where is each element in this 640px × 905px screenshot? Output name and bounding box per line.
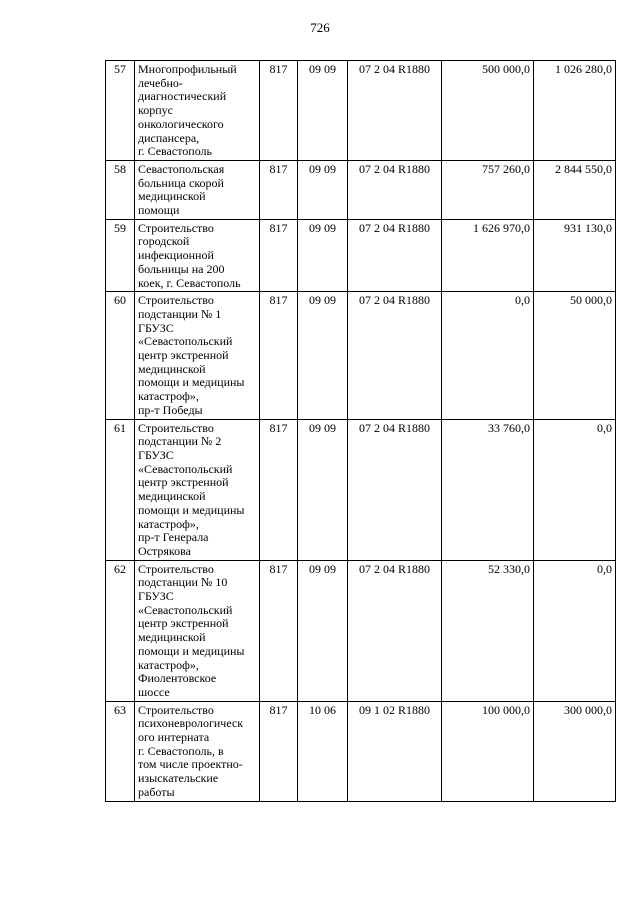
table-row [106,61,616,161]
table-row [106,701,616,801]
object-name: Строительство подстанции № 1 ГБУЗС «Севастопольский центр экстренной медицинской помощи и медицины катастроф», пр-т Победы [135,292,260,419]
amount-year-1: 0,0 [442,292,534,419]
department-code: 817 [260,701,298,801]
target-article-code: 07 2 04 R1880 [348,560,442,701]
table-row [106,160,616,219]
section-code: 09 09 [298,419,348,560]
amount-year-2: 2 844 550,0 [534,160,616,219]
row-number: 60 [106,292,135,419]
section-code: 10 06 [298,701,348,801]
table-row [106,419,616,560]
row-number: 57 [106,61,135,161]
section-code: 09 09 [298,61,348,161]
row-number: 63 [106,701,135,801]
object-name: Строительство подстанции № 2 ГБУЗС «Севастопольский центр экстренной медицинской помощи и медицины катастроф», пр-т Генерала Острякова [135,419,260,560]
amount-year-1: 757 260,0 [442,160,534,219]
target-article-code: 07 2 04 R1880 [348,292,442,419]
target-article-code: 07 2 04 R1880 [348,219,442,292]
section-code: 09 09 [298,219,348,292]
section-code: 09 09 [298,160,348,219]
department-code: 817 [260,419,298,560]
amount-year-1: 52 330,0 [442,560,534,701]
department-code: 817 [260,560,298,701]
department-code: 817 [260,219,298,292]
budget-table-body [106,61,616,802]
object-name: Многопрофильный лечебно- диагностический корпус онкологического диспансера, г. Севастополь [135,61,260,161]
amount-year-2: 0,0 [534,419,616,560]
object-name: Строительство городской инфекционной больницы на 200 коек, г. Севастополь [135,219,260,292]
table-row [106,560,616,701]
target-article-code: 07 2 04 R1880 [348,61,442,161]
department-code: 817 [260,61,298,161]
amount-year-2: 931 130,0 [534,219,616,292]
amount-year-2: 50 000,0 [534,292,616,419]
target-article-code: 09 1 02 R1880 [348,701,442,801]
amount-year-1: 100 000,0 [442,701,534,801]
row-number: 59 [106,219,135,292]
budget-table [105,60,616,802]
page-number: 726 [310,20,330,35]
target-article-code: 07 2 04 R1880 [348,160,442,219]
section-code: 09 09 [298,560,348,701]
amount-year-1: 1 626 970,0 [442,219,534,292]
department-code: 817 [260,160,298,219]
amount-year-1: 33 760,0 [442,419,534,560]
row-number: 62 [106,560,135,701]
row-number: 61 [106,419,135,560]
amount-year-2: 1 026 280,0 [534,61,616,161]
object-name: Строительство подстанции № 10 ГБУЗС «Севастопольский центр экстренной медицинской помощи и медицины катастроф», Фиолентовское шоссе [135,560,260,701]
department-code: 817 [260,292,298,419]
table-row [106,219,616,292]
amount-year-2: 300 000,0 [534,701,616,801]
object-name: Строительство психоневрологическ ого интерната г. Севастополь, в том числе проектно- изыскательские работы [135,701,260,801]
object-name: Севастопольская больница скорой медицинской помощи [135,160,260,219]
amount-year-1: 500 000,0 [442,61,534,161]
row-number: 58 [106,160,135,219]
section-code: 09 09 [298,292,348,419]
table-row [106,292,616,419]
amount-year-2: 0,0 [534,560,616,701]
target-article-code: 07 2 04 R1880 [348,419,442,560]
